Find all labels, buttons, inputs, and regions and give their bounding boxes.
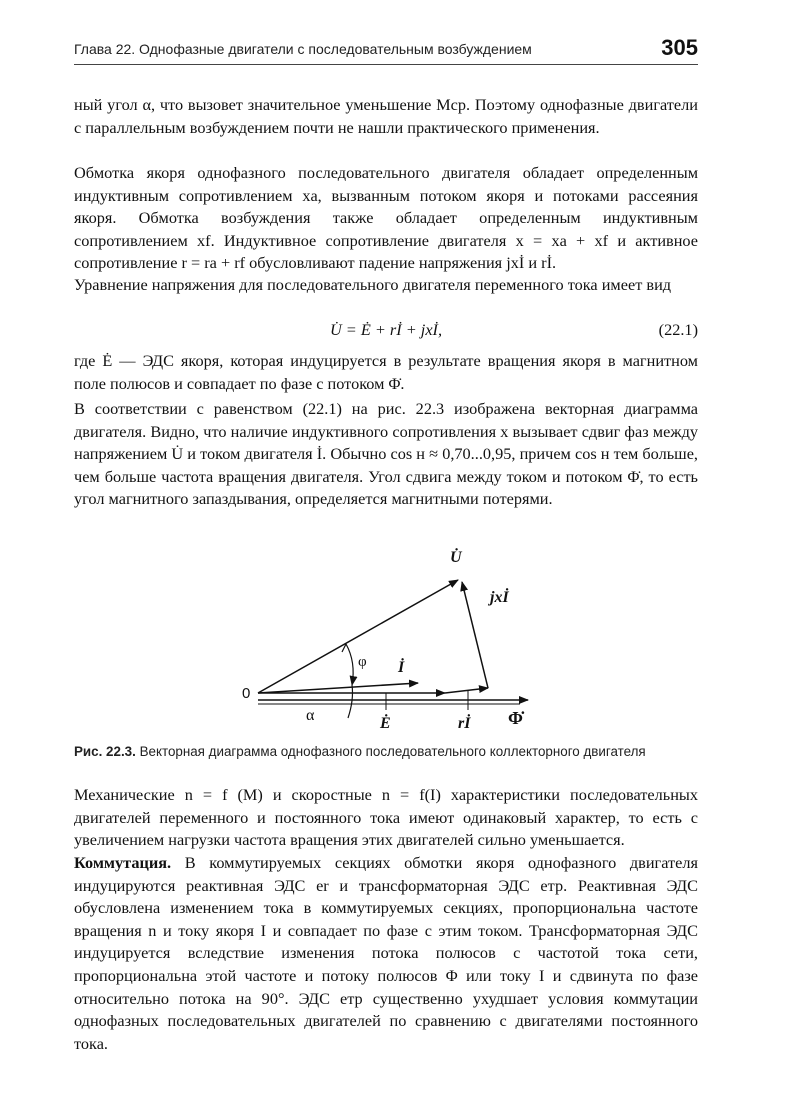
- chapter-title: Глава 22. Однофазные двигатели с последовательным возбуждением: [74, 41, 532, 57]
- vector-diagram: [240, 540, 540, 730]
- header-rule: [74, 64, 698, 65]
- paragraph-7-body: В коммутируемых секциях обмотки якоря однофазного двигателя индуцируются реактивная ЭДС er и трансформаторная ЭДС eтр. Реактивная ЭДС обусловлена изменением тока в коммутируемых секциях, пропорциональна частоте вращения n и току якоря I и совпадает по фазе с этим током. Трансформаторная ЭДС индуцируется вследствие изменения потока полюсов с частотой тока сети, пропорциональна этой частоте и потоку полюсов Φ или току I и сдвинута по фазе относительно потока на 90°. ЭДС eтр существенно ухудшает условия коммутации однофазных последовательных двигателей по сравнению с двигателями постоянного тока.: [74, 853, 698, 1053]
- label-origin: 0: [242, 685, 251, 702]
- caption-label: Рис. 22.3.: [74, 744, 136, 759]
- label-jxi: jxİ: [490, 589, 509, 606]
- phi-arc: [346, 644, 353, 685]
- caption-text: Векторная диаграмма однофазного последовательного коллекторного двигателя: [139, 744, 646, 759]
- ri-vector: [445, 688, 488, 693]
- page-number: 305: [661, 35, 698, 60]
- label-e: Ė: [380, 715, 391, 730]
- paragraph-6: Механические n = f (M) и скоростные n = f(I) характеристики последовательных двигателей переменного и постоянного тока имеют одинаковый характер, то есть с увеличением нагрузки частота вращения этих двигателей сильно уменьшается.: [74, 785, 698, 850]
- i-vector: [258, 683, 418, 693]
- figure-caption: [74, 744, 698, 759]
- label-u: U̇: [450, 549, 462, 566]
- paragraph-4: где Ė — ЭДС якоря, которая индуцируется в результате вращения якоря в магнитном поле полюсов и совпадает по фазе с потоком Φ̇.: [74, 351, 698, 393]
- paragraph-1: ный угол α, что вызовет значительное уменьшение Mср. Поэтому однофазные двигатели с параллельным возбуждением почти не нашли практического применения.: [74, 95, 698, 137]
- equation-number: (22.1): [658, 320, 698, 339]
- label-alpha: α: [306, 707, 315, 724]
- label-phi-flux: Φ̇: [508, 708, 523, 728]
- lead-in-kommutatsiya: Коммутация.: [74, 853, 172, 872]
- label-ri: rİ: [458, 715, 471, 730]
- paragraph-5: В соответствии с равенством (22.1) на рис. 22.3 изображена векторная диаграмма двигателя. Видно, что наличие индуктивного сопротивления x вызывает сдвиг фаз между напряжением U̇ и током двигателя İ. Обычно cos н ≈ 0,70...0,95, причем cos н тем больше, чем больше частота вращения двигателя. Угол сдвига между током и потоком Φ̇, то есть угол магнитного запаздывания, определяется магнитными потерями.: [74, 399, 698, 509]
- equation-22-1: [74, 320, 698, 344]
- equation-formula: U̇ = Ė + rİ + jxİ,: [329, 320, 443, 339]
- paragraph-2: Обмотка якоря однофазного последовательного двигателя обладает определенным индуктивным сопротивлением xa, вызванным потоком якоря и потоками рассеяния якоря. Обмотка возбуждения также обладает определенным индуктивным сопротивлением xf. Индуктивное сопротивление двигателя x = xa + xf и активное сопротивление r = ra + rf обусловливают падение напряжения jxİ и rİ.: [74, 163, 698, 273]
- paragraph-3: Уравнение напряжения для последовательного двигателя переменного тока имеет вид: [74, 275, 672, 294]
- u-vector: [258, 580, 458, 693]
- alpha-arc: [348, 685, 353, 718]
- label-i: İ: [398, 659, 405, 676]
- jxi-vector: [462, 582, 488, 688]
- paragraph-7: [74, 852, 698, 1055]
- label-phi: φ: [358, 654, 367, 670]
- page-header: [74, 35, 698, 62]
